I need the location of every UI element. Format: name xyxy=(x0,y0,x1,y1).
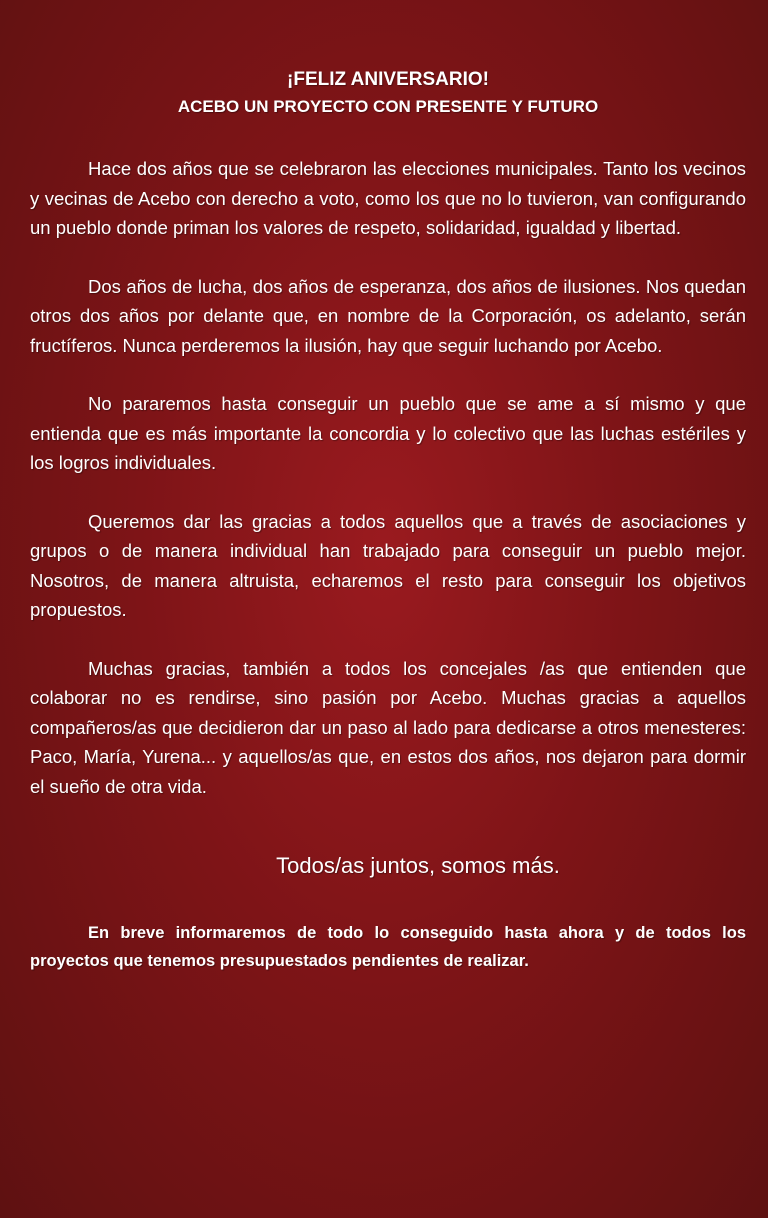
anniversary-letter xyxy=(30,66,746,975)
closing-note: En breve informaremos de todo lo conseguido hasta ahora y de todos los proyectos que tenemos presupuestados pendientes de realizar. xyxy=(30,924,746,970)
page-title: ¡FELIZ ANIVERSARIO! xyxy=(287,69,489,90)
paragraph-concord: No pararemos hasta conseguir un pueblo que se ame a sí mismo y que entienda que es más importante la concordia y lo colectivo que las luchas estériles y los logros individuales. xyxy=(30,393,746,473)
paragraph-thanks-councillors: Muchas gracias, también a todos los concejales /as que entienden que colaborar no es rendirse, sino pasión por Acebo. Muchas gracias a aquellos compañeros/as que decidieron dar un paso al lado para dedicarse a otros menesteres: Paco, María, Yurena... y aquellos/as que, en estos dos años, nos dejaron para dormir el sueño de otra vida. xyxy=(30,657,746,797)
page-subtitle: ACEBO UN PROYECTO CON PRESENTE Y FUTURO xyxy=(177,97,599,116)
paragraph-elections: Hace dos años que se celebraron las elecciones municipales. Tanto los vecinos y vecinas de Acebo con derecho a voto, como los que no lo tuvieron, van configurando un pueblo donde priman los valores de respeto, solidaridad, igualdad y libertad. xyxy=(30,158,746,238)
paragraph-two-years: Dos años de lucha, dos años de esperanza, dos años de ilusiones. Nos quedan otros dos años por delante que, en nombre de la Corporación, os adelanto, serán fructíferos. Nunca perderemos la ilusión, hay que seguir luchando por Acebo. xyxy=(30,275,746,356)
motto: Todos/as juntos, somos más. xyxy=(276,853,560,878)
paragraph-thanks-associations: Queremos dar las gracias a todos aquellos que a través de asociaciones y grupos o de manera individual han trabajado para conseguir un pueblo mejor. Nosotros, de manera altruista, echaremos el resto para conseguir los objetivos propuestos. xyxy=(30,510,746,620)
